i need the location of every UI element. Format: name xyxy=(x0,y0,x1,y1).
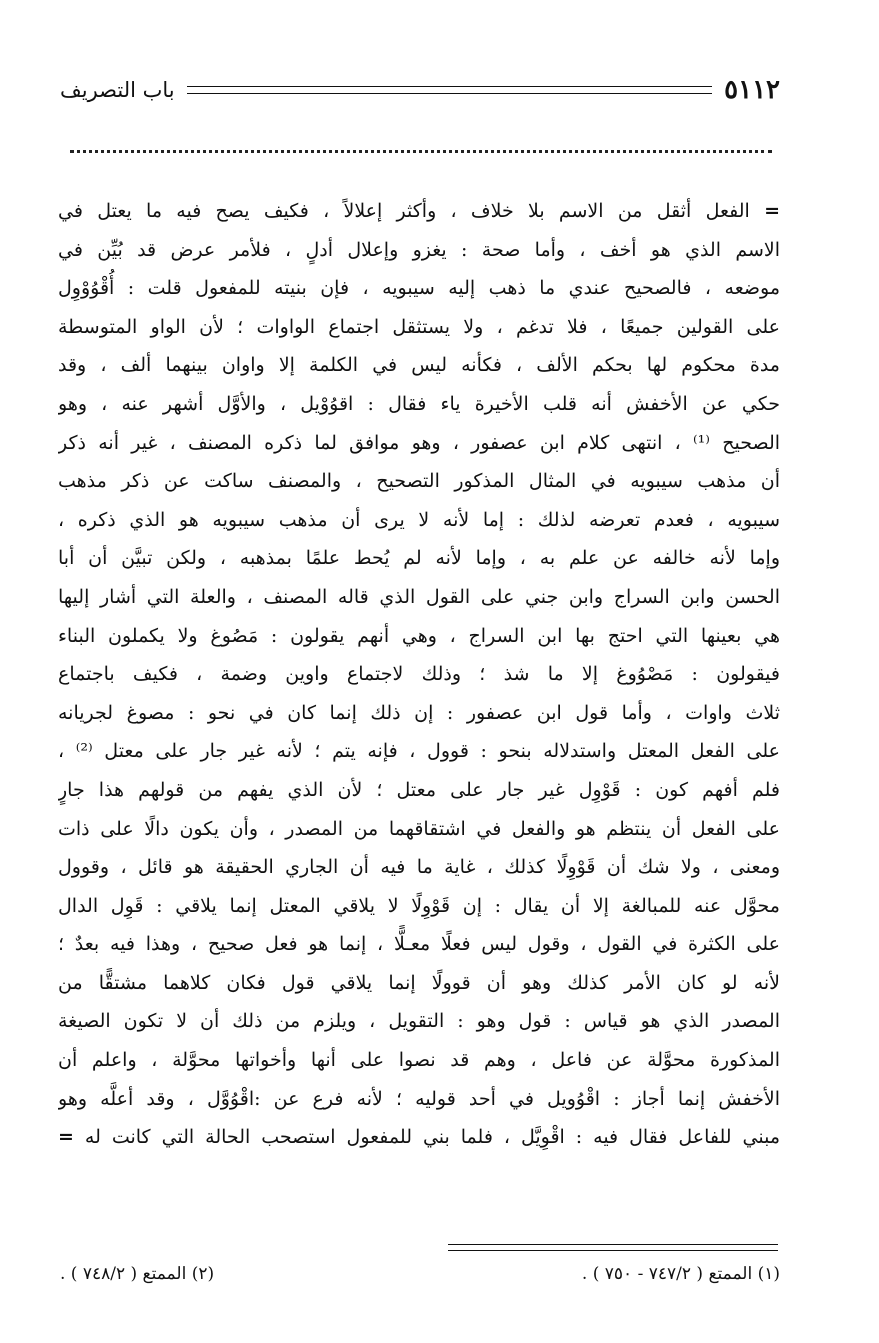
continuation-mark-end: = xyxy=(58,1126,74,1149)
text-line: على الكثرة في القول ، وقول ليس فعلًا معـلًّا ، إنما هو فعل صحيح ، وهذا فيه بعدٌ ؛ xyxy=(58,933,780,956)
header-rule xyxy=(187,86,713,94)
text-line: الاسم الذي هو أخف ، وأما صحة : يغزو وإعلال أدلٍ ، فلأمر عرض قد بُيِّن في xyxy=(58,238,780,261)
text-line: على الفعل المعتل واستدلاله بنحو : قوول ، فإنه يتم ؛ لأنه غير جار على معتل ⁽²⁾ ، xyxy=(58,740,780,763)
line-text: الفعل أثقل من الاسم بلا خلاف ، وأكثر إعلالاً ، فكيف يصح فيه ما يعتل في xyxy=(58,200,750,222)
text-line: الصحيح ⁽¹⁾ ، انتهى كلام ابن عصفور ، وهو موافق لما ذكره المصنف ، غير أنه ذكر xyxy=(58,431,780,454)
text-line: على القولين جميعًا ، فلا تدغم ، ولا يستثقل اجتماع الواوات ؛ لأن الواو المتوسطة xyxy=(58,315,780,338)
footnotes xyxy=(60,1264,780,1292)
page-number: ٥١١٢ xyxy=(724,75,780,105)
dotted-separator xyxy=(70,150,772,153)
text-line: أن مذهب سيبويه في المثال المذكور التصحيح ، والمصنف ساكت عن ذكر مذهب xyxy=(58,470,780,493)
chapter-title: باب التصريف xyxy=(60,78,175,102)
text-line: المصدر الذي هو قياس : قول وهو : التقويل ، ويلزم من ذلك أن لا تكون الصيغة xyxy=(58,1010,780,1033)
text-line: ومعنى ، ولا شك أن قَوْوِلًا كذلك ، غاية ما فيه أن الجاري الحقيقة هو قائل ، وقوول xyxy=(58,856,780,879)
text-line: موضعه ، فالصحيح عندي ما ذهب إليه سيبويه ، فإن بنيته للمفعول قلت : أُقْوُوْوِل xyxy=(58,277,780,300)
text-line: محوَّل عنه للمبالغة إلا أن يقال : إن قَوْوِلًا لا يلاقي المعتل إنما يلاقي : قَوِل الدال xyxy=(58,894,780,917)
running-head xyxy=(60,72,780,108)
footnote-rule xyxy=(448,1244,778,1251)
text-line xyxy=(58,192,780,231)
text-line: ثلاث واوات ، وأما قول ابن عصفور : إن ذلك إنما كان في نحو : مصوغ لجريانه xyxy=(58,701,780,724)
text-line: وإما لأنه خالفه عن علم به ، وإما لأنه لم يُحط علمًا بمذهبه ، ولكن تبيَّن أن أبا xyxy=(58,547,780,570)
footnote-1: (١) الممتع ( ٧٤٧/٢ - ٧٥٠ ) . xyxy=(581,1264,780,1284)
text-line: فيقولون : مَصْوُوغ إلا ما شذ ؛ وذلك لاجتماع واوين وضمة ، فكيف باجتماع xyxy=(58,663,780,686)
text-line: سيبويه ، فعدم تعرضه لذلك : إما لأنه لا يرى أن مذهب سيبويه هو الذي ذكره ، xyxy=(58,508,780,531)
continuation-mark-start: = xyxy=(764,200,780,222)
text-line: حكي عن الأخفش أنه قلب الأخيرة ياء فقال : اقوُوْيل ، والأوَّل أشهر عنه ، وهو xyxy=(58,392,780,415)
line-text: مبني للفاعل فقال فيه : اقْوِيَّل ، فلما بني للمفعول استصحب الحالة التي كانت له xyxy=(84,1126,780,1149)
text-line: هي بعينها التي احتج بها ابن السراج ، وهي أنهم يقولون : مَصُوغ ولا يكملون البناء xyxy=(58,624,780,647)
text-line: لأنه لو كان الأمر كذلك وهو أن قوولًا إنما يلاقي قول فكان كلاهما مشتقًّا من xyxy=(58,971,780,994)
text-line: المذكورة محوَّلة عن فاعل ، وهم قد نصوا على أنها وأخواتها محوَّلة ، واعلم أن xyxy=(58,1049,780,1072)
text-line: مدة محكوم لها بحكم الألف ، فكأنه ليس في الكلمة إلا واوان بينهما ألف ، وقد xyxy=(58,354,780,377)
text-line: فلم أفهم كون : قَوْوِل غير جار على معتل ؛ لأن الذي يفهم من قولهم هذا جارٍ xyxy=(58,778,780,801)
footnote-2: (٢) الممتع ( ٧٤٨/٢ ) . xyxy=(60,1264,215,1284)
text-line: الأخفش إنما أجاز : اقْوُويل في أحد قوليه ؛ لأنه فرع عن :اقْوُوَّل ، وقد أعلَّه وهو xyxy=(58,1087,780,1110)
text-line: الحسن وابن السراج وابن جني على القول الذي قاله المصنف ، والعلة التي أشار إليها xyxy=(58,585,780,608)
body-text xyxy=(58,192,780,1157)
text-line: على الفعل أن ينتظم هو والفعل في اشتقاقهما من المصدر ، وأن يكون دالًا على ذات xyxy=(58,817,780,840)
text-line xyxy=(58,1118,780,1157)
